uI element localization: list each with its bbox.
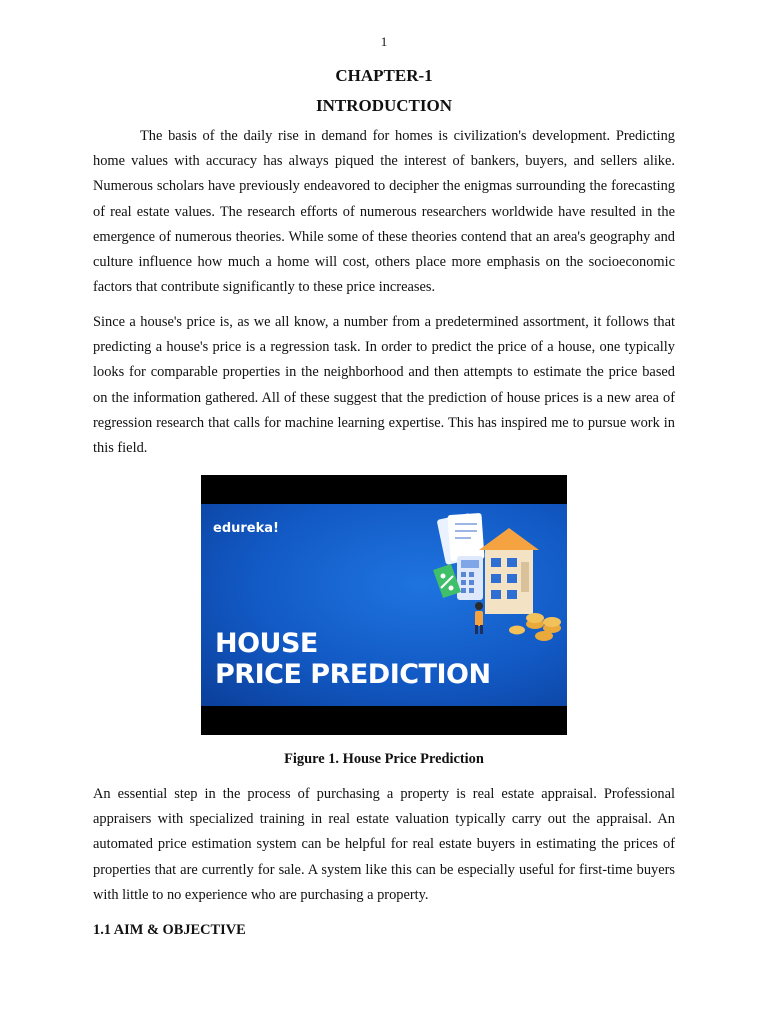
- house-price-banner: [201, 504, 567, 706]
- banner-headline-line2: PRICE PREDICTION: [215, 659, 491, 690]
- paragraph-regression: Since a house's price is, as we all know, a number from a predetermined assortment, it follows that predicting a house's price is a regression task. In order to predict the price of a house, one typically looks for comparable properties in the neighborhood and then attempts to estimate the price based on the information gathered. All of these suggest that the prediction of house prices is a new area of regression research that calls for machine learning expertise. This has inspired me to pursue work in this field.: [93, 314, 675, 457]
- calculator-icon: [457, 556, 483, 600]
- section-heading: INTRODUCTION: [315, 96, 453, 115]
- figure-caption: Figure 1. House Price Prediction: [284, 751, 484, 767]
- percent-tag-icon: [433, 564, 461, 598]
- person-icon: [475, 602, 483, 634]
- subsection-heading: 1.1 AIM & OBJECTIVE: [93, 922, 246, 938]
- page-number: 1: [380, 34, 388, 49]
- building-icon: [479, 528, 539, 614]
- paragraph-intro: The basis of the daily rise in demand for homes is civilization's development. Predicting home values with accuracy has always piqued the interest of bankers, buyers, and sellers alike. Numerous scholars have previously endeavored to decipher the enigmas surrounding the forecasting of real estate values. The research efforts of numerous researchers worldwide have resulted in the emergence of numerous theories. While some of these theories contend that an area's geography and culture influence how much a home will cost, others place more emphasis on the socioeconomic factors that contribute significantly to these price increases.: [93, 128, 675, 296]
- brand-logo-text: edureka!: [213, 521, 279, 536]
- figure-image: [201, 475, 567, 735]
- banner-headline-line1: HOUSE: [215, 628, 318, 659]
- coins-icon: [509, 613, 561, 641]
- house-finance-illustration: [419, 512, 564, 647]
- paragraph-appraisal: An essential step in the process of purchasing a property is real estate appraisal. Professional appraisers with specialized training in real estate valuation typically carry out the appraisal. An automated price estimation system can be helpful for real estate buyers in estimating the prices of properties that are currently for sale. A system like this can be especially useful for first-time buyers with little to no experience who are purchasing a property.: [93, 786, 675, 903]
- chapter-title: CHAPTER-1: [335, 66, 433, 85]
